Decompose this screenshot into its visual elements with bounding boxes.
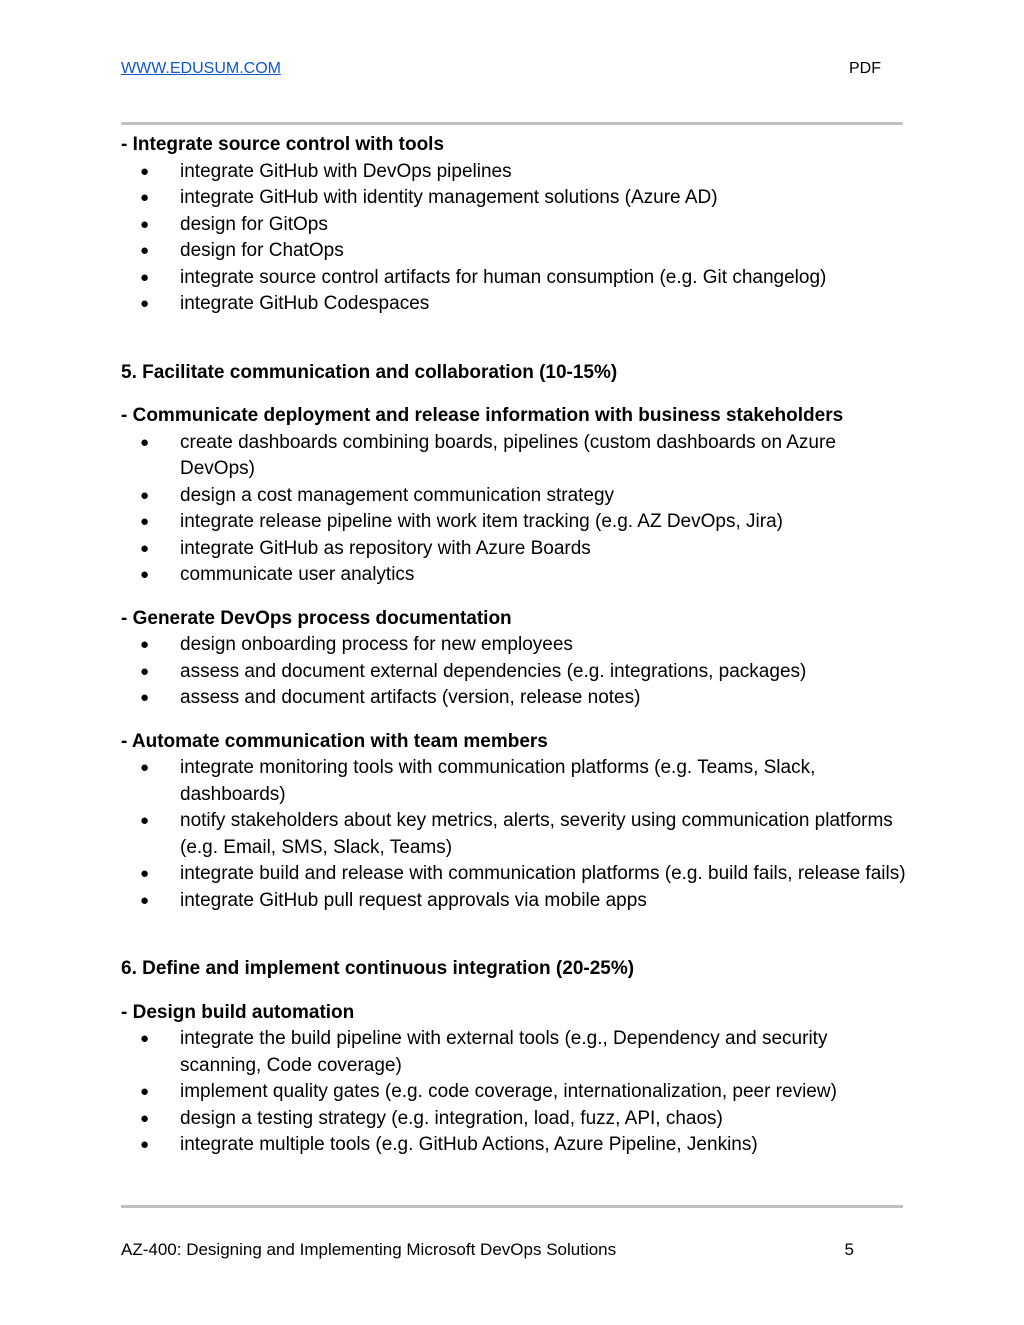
list-item-text: integrate build and release with communication platforms (e.g. build fails, release fails): [180, 863, 906, 884]
objective-heading: - Integrate source control with tools: [121, 134, 445, 155]
objective-heading: - Communicate deployment and release information with business stakeholders: [121, 405, 844, 426]
list-item: [121, 159, 911, 186]
list-item-text: integrate release pipeline with work item tracking (e.g. AZ DevOps, Jira): [180, 511, 783, 532]
list-item-text: assess and document artifacts (version, release notes): [180, 687, 641, 708]
list-item: [121, 238, 911, 265]
bullet-icon: ●: [140, 295, 150, 312]
bullet-icon: ●: [140, 486, 150, 504]
bullet-icon: ●: [140, 433, 150, 451]
document-body: [121, 132, 911, 1159]
list-item: [121, 632, 911, 659]
bullet-icon: ●: [140, 1083, 150, 1100]
list-item: [121, 1026, 911, 1079]
bullet-icon: ●: [140, 566, 150, 583]
bullet-icon: ●: [140, 268, 150, 286]
list-item: [121, 536, 911, 563]
bullet-icon: ●: [140, 1109, 150, 1127]
list-item: [121, 755, 911, 808]
bullet-icon: ●: [140, 215, 150, 233]
list-item: [121, 685, 911, 712]
list-item-text: integrate source control artifacts for human consumption (e.g. Git changelog): [180, 266, 827, 288]
list-item: [121, 509, 911, 536]
bullet-list: [121, 159, 911, 318]
list-item: [121, 212, 911, 239]
bullet-list: [121, 430, 911, 589]
list-item-text: design a cost management communication strategy: [180, 484, 615, 506]
list-item-text: implement quality gates (e.g. code coverage, internationalization, peer review): [180, 1081, 837, 1102]
list-item-text: design for GitOps: [180, 213, 328, 235]
bullet-icon: ●: [140, 865, 150, 882]
bullet-list: [121, 1026, 911, 1159]
bullet-list: [121, 755, 911, 914]
bullet-icon: ●: [140, 812, 150, 829]
list-item: [121, 562, 911, 589]
bullet-icon: ●: [140, 513, 150, 530]
objective-block: [121, 403, 911, 589]
list-item: [121, 430, 911, 483]
objective-block: [121, 606, 911, 712]
bullet-icon: ●: [140, 662, 150, 680]
bullet-icon: ●: [140, 689, 150, 706]
bullet-icon: ●: [140, 539, 150, 557]
list-item-text: design for ChatOps: [180, 240, 344, 261]
objective-block: [121, 1000, 911, 1159]
list-item: [121, 185, 911, 212]
list-item-text: assess and document external dependencies (e.g. integrations, packages): [180, 660, 807, 682]
header-divider: [121, 122, 903, 125]
footer-title: AZ-400: Designing and Implementing Microsoft DevOps Solutions: [121, 1240, 617, 1259]
bullet-icon: ●: [140, 242, 150, 259]
list-item-text: integrate the build pipeline with external tools (e.g., Dependency and security scanning, Code coverage): [180, 1028, 828, 1076]
list-item-text: integrate GitHub with identity management solutions (Azure AD): [180, 187, 718, 208]
objective-block: [121, 729, 911, 915]
list-item: [121, 1132, 911, 1159]
list-item-text: integrate GitHub as repository with Azure Boards: [180, 537, 591, 559]
objective-heading: - Automate communication with team members: [121, 730, 548, 752]
list-item-text: integrate GitHub with DevOps pipelines: [180, 160, 512, 182]
list-item-text: integrate monitoring tools with communication platforms (e.g. Teams, Slack, dashboards): [180, 757, 816, 805]
list-item-text: design a testing strategy (e.g. integration, load, fuzz, API, chaos): [180, 1107, 723, 1129]
list-item: [121, 659, 911, 686]
bullet-icon: ●: [140, 759, 150, 776]
list-item: [121, 265, 911, 292]
bullet-icon: ●: [140, 1136, 150, 1153]
bullet-icon: ●: [140, 189, 150, 206]
edusum-link[interactable]: WWW.EDUSUM.COM: [121, 60, 281, 77]
page-number: 5: [844, 1240, 854, 1259]
bullet-icon: ●: [140, 1030, 150, 1047]
bullet-list: [121, 632, 911, 712]
objective-heading: - Generate DevOps process documentation: [121, 607, 512, 629]
list-item-text: communicate user analytics: [180, 564, 415, 585]
pdf-label: PDF: [849, 60, 881, 77]
list-item: [121, 1106, 911, 1133]
footer-divider: [121, 1205, 903, 1208]
section-title: 6. Define and implement continuous integration (20-25%): [121, 958, 635, 979]
page-header: [121, 60, 881, 84]
bullet-icon: ●: [140, 891, 150, 909]
list-item-text: integrate multiple tools (e.g. GitHub Actions, Azure Pipeline, Jenkins): [180, 1134, 758, 1155]
list-item: [121, 483, 911, 510]
objective-block: [121, 132, 911, 318]
bullet-icon: ●: [140, 162, 150, 180]
list-item: [121, 861, 911, 888]
list-item: [121, 291, 911, 318]
list-item-text: integrate GitHub pull request approvals via mobile apps: [180, 889, 647, 911]
list-item-text: create dashboards combining boards, pipelines (custom dashboards on Azure DevOps): [180, 431, 836, 479]
bullet-icon: ●: [140, 636, 150, 653]
list-item: [121, 808, 911, 861]
section-title: 5. Facilitate communication and collaboration (10-15%): [121, 361, 618, 383]
list-item: [121, 888, 911, 915]
list-item: [121, 1079, 911, 1106]
list-item-text: design onboarding process for new employees: [180, 634, 573, 655]
list-item-text: notify stakeholders about key metrics, alerts, severity using communication platforms (e.g. Email, SMS, Slack, Teams): [180, 810, 893, 858]
objective-heading: - Design build automation: [121, 1001, 355, 1023]
list-item-text: integrate GitHub Codespaces: [180, 293, 430, 314]
